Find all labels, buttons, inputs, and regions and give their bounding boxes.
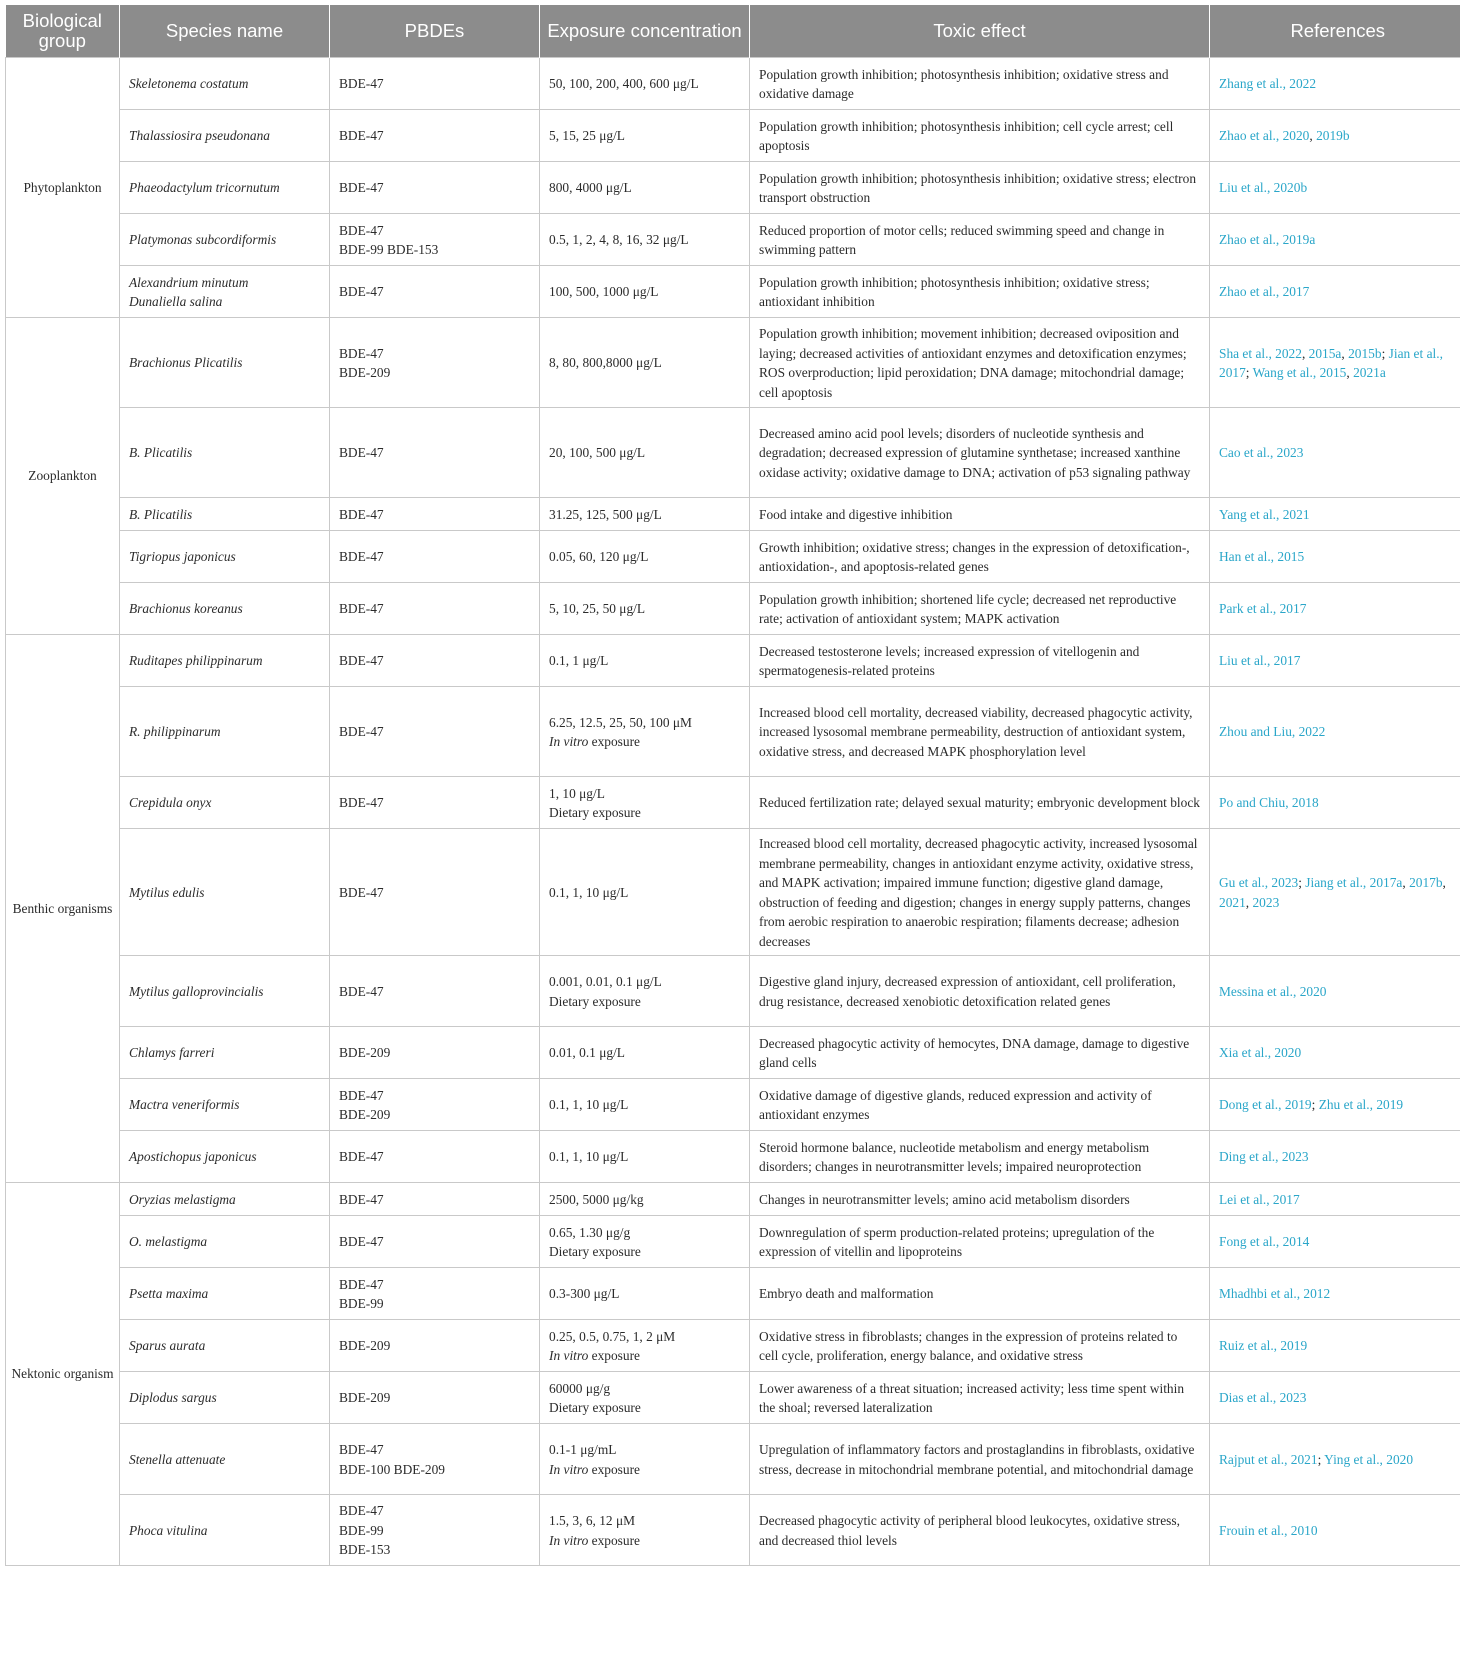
concentration-cell: [540, 829, 750, 956]
toxic-effect-cell: Decreased amino acid pool levels; disorders of nucleotide synthesis and degradation; decreased expression of glutamine synthetase; increased xanthine oxidase activity; oxidative damage to DNA; activation of p53 signaling pathway: [750, 408, 1210, 498]
toxic-effect-cell: Oxidative stress in fibroblasts; changes in the expression of proteins related to cell cycle, proliferation, energy balance, and oxidative stress: [750, 1320, 1210, 1372]
reference-link[interactable]: Ding et al., 2023: [1219, 1149, 1309, 1165]
pbdes-cell: [330, 1268, 540, 1320]
pbdes-cell: [330, 1495, 540, 1566]
references-cell: Gu et al., 2023; Jiang et al., 2017a, 2017b, 2021, 2023: [1210, 829, 1460, 956]
concentration-line: 5, 10, 25, 50 μg/L: [549, 601, 646, 617]
species-cell: [120, 318, 330, 408]
species-name: B. Plicatilis: [129, 445, 193, 461]
concentration-line: 6.25, 12.5, 25, 50, 100 μM: [549, 714, 692, 730]
concentration-cell: [540, 1079, 750, 1131]
concentration-cell: [540, 214, 750, 266]
species-name: Sparus aurata: [129, 1338, 206, 1354]
pbdes-cell: [330, 531, 540, 583]
references-cell: [1210, 531, 1460, 583]
toxic-effect-cell: Increased blood cell mortality, decreased phagocytic activity, increased lysosomal membrane permeability, changes in antioxidant enzyme activity, oxidative stress, and MAPK activation; impaired immune function; digestive gland damage, obstruction of feeding and digestion; changes in energy supply patterns, changes from aerobic respiration to anaerobic respiration; filaments decrease; adhesion decreases: [750, 829, 1210, 956]
species-name: Skeletonema costatum: [129, 76, 249, 92]
species-cell: [120, 408, 330, 498]
references-cell: [1210, 1183, 1460, 1216]
pbde-congener: BDE-47: [339, 222, 384, 238]
pbde-congener: BDE-47: [339, 1276, 384, 1292]
concentration-cell: [540, 956, 750, 1027]
pbdes-cell: [330, 1027, 540, 1079]
concentration-line: 31.25, 125, 500 μg/L: [549, 506, 662, 522]
concentration-cell: [540, 1216, 750, 1268]
reference-link[interactable]: 2023: [1252, 894, 1280, 910]
species-name: Alexandrium minutum: [129, 274, 249, 290]
toxic-effect-cell: Oxidative damage of digestive glands, reduced expression and activity of antioxidant enzymes: [750, 1079, 1210, 1131]
pbde-congener: BDE-209: [339, 1338, 391, 1354]
references-cell: [1210, 214, 1460, 266]
pbdes-cell: [330, 583, 540, 635]
pbdes-cell: [330, 58, 540, 110]
species-name: Psetta maxima: [129, 1286, 209, 1302]
concentration-line: 0.25, 0.5, 0.75, 1, 2 μM: [549, 1328, 676, 1344]
pbde-congener: BDE-153: [339, 1542, 391, 1558]
toxic-effect-cell: Growth inhibition; oxidative stress; changes in the expression of detoxification-, antioxidation-, and apoptosis-related genes: [750, 531, 1210, 583]
pbde-congener: BDE-47: [339, 983, 384, 999]
concentration-cell: [540, 408, 750, 498]
concentration-cell: [540, 266, 750, 318]
concentration-line: Dietary exposure: [549, 993, 641, 1009]
reference-link[interactable]: Han et al., 2015: [1219, 549, 1305, 565]
concentration-line: 50, 100, 200, 400, 600 μg/L: [549, 76, 699, 92]
pbde-congener: BDE-47: [339, 180, 384, 196]
pbde-congener: BDE-47: [339, 884, 384, 900]
table-row: [6, 531, 1460, 583]
reference-link[interactable]: 2021: [1219, 894, 1246, 910]
toxic-effect-cell: Population growth inhibition; photosynthesis inhibition; oxidative stress and oxidative damage: [750, 58, 1210, 110]
species-cell: [120, 635, 330, 687]
species-name: B. Plicatilis: [129, 506, 193, 522]
reference-link[interactable]: 2015b: [1348, 345, 1382, 361]
toxic-effect-cell: Upregulation of inflammatory factors and prostaglandins in fibroblasts, oxidative stress, decrease in mitochondrial membrane potential, and mitochondrial damage: [750, 1424, 1210, 1495]
reference-link[interactable]: Xia et al., 2020: [1219, 1045, 1302, 1061]
species-cell: [120, 1079, 330, 1131]
reference-link[interactable]: 2021a: [1353, 365, 1386, 380]
species-cell: [120, 1495, 330, 1566]
header-references: References: [1210, 5, 1460, 58]
pbde-congener: BDE-47: [339, 601, 384, 617]
concentration-cell: [540, 1320, 750, 1372]
table-row: [6, 408, 1460, 498]
pbdes-cell: [330, 687, 540, 777]
table-row: [6, 1027, 1460, 1079]
pbde-congener: BDE-47: [339, 795, 384, 811]
pbde-congener: BDE-47: [339, 549, 384, 565]
species-name: Mactra veneriformis: [129, 1097, 240, 1113]
concentration-cell: [540, 162, 750, 214]
references-cell: [1210, 408, 1460, 498]
species-cell: [120, 266, 330, 318]
header-biological-group: Biological group: [6, 5, 120, 58]
concentration-cell: [540, 1372, 750, 1424]
pbde-congener: BDE-47: [339, 345, 384, 361]
toxic-effect-cell: Reduced proportion of motor cells; reduced swimming speed and change in swimming pattern: [750, 214, 1210, 266]
references-cell: [1210, 687, 1460, 777]
table-row: [6, 1320, 1460, 1372]
biological-group-cell: Benthic organisms: [6, 635, 120, 1183]
reference-link[interactable]: Zhao et al., 2020: [1219, 128, 1310, 144]
pbde-toxicity-table: [5, 5, 1460, 1566]
pbdes-cell: [330, 777, 540, 829]
in-vitro-label: In vitro: [549, 1348, 589, 1363]
concentration-cell: [540, 1424, 750, 1495]
pbdes-cell: [330, 1216, 540, 1268]
species-cell: [120, 687, 330, 777]
table-row: [6, 1131, 1460, 1183]
species-cell: [120, 1320, 330, 1372]
pbdes-cell: [330, 318, 540, 408]
species-name: Ruditapes philippinarum: [129, 653, 263, 669]
reference-link[interactable]: Fong et al., 2014: [1219, 1234, 1310, 1250]
concentration-line: 0.05, 60, 120 μg/L: [549, 549, 649, 565]
concentration-line: 2500, 5000 μg/kg: [549, 1191, 644, 1207]
toxic-effect-cell: Population growth inhibition; movement inhibition; decreased oviposition and laying; decreased activities of antioxidant enzymes and detoxification enzymes; ROS overproduction; lipid peroxidation; DNA damage; mitochondrial damage; cell apoptosis: [750, 318, 1210, 408]
concentration-cell: [540, 1027, 750, 1079]
table-row: [6, 110, 1460, 162]
toxic-effect-cell: Reduced fertilization rate; delayed sexual maturity; embryonic development block: [750, 777, 1210, 829]
pbde-congener: BDE-47: [339, 1087, 384, 1103]
references-cell: [1210, 498, 1460, 531]
references-cell: [1210, 162, 1460, 214]
references-cell: [1210, 777, 1460, 829]
reference-link[interactable]: Rajput et al., 2021: [1219, 1451, 1318, 1467]
pbdes-cell: [330, 162, 540, 214]
species-name: Oryzias melastigma: [129, 1191, 236, 1207]
concentration-line: 20, 100, 500 μg/L: [549, 445, 646, 461]
header-species-name: Species name: [120, 5, 330, 58]
table-row: [6, 635, 1460, 687]
concentration-line: Dietary exposure: [549, 805, 641, 820]
species-name: Mytilus galloprovincialis: [129, 983, 264, 999]
concentration-cell: [540, 110, 750, 162]
references-cell: Sha et al., 2022, 2015a, 2015b; Jian et al., 2017; Wang et al., 2015, 2021a: [1210, 318, 1460, 408]
table-row: [6, 1495, 1460, 1566]
header-row: [6, 5, 1460, 58]
concentration-cell: [540, 583, 750, 635]
header-exposure-concentration: Exposure concentration: [540, 5, 750, 58]
species-name: Brachionus Plicatilis: [129, 355, 243, 371]
concentration-line: 0.001, 0.01, 0.1 μg/L: [549, 974, 662, 989]
species-cell: [120, 1424, 330, 1495]
concentration-line: 0.1, 1 μg/L: [549, 653, 609, 669]
concentration-cell: [540, 1131, 750, 1183]
pbdes-cell: [330, 1320, 540, 1372]
concentration-cell: [540, 318, 750, 408]
header-pbdes: PBDEs: [330, 5, 540, 58]
table-row: [6, 956, 1460, 1027]
pbdes-cell: [330, 1183, 540, 1216]
reference-link[interactable]: Lei et al., 2017: [1219, 1191, 1300, 1207]
species-name: R. philippinarum: [129, 724, 221, 740]
reference-link[interactable]: Gu et al., 2023: [1219, 875, 1299, 890]
references-cell: [1210, 1268, 1460, 1320]
references-cell: [1210, 635, 1460, 687]
species-name: Chlamys farreri: [129, 1045, 215, 1061]
concentration-cell: [540, 1268, 750, 1320]
reference-link[interactable]: Zhu et al., 2019: [1318, 1097, 1404, 1113]
pbde-congener: BDE-47: [339, 1442, 384, 1457]
concentration-line: In vitro exposure: [549, 1532, 640, 1548]
concentration-line: 0.01, 0.1 μg/L: [549, 1045, 625, 1061]
table-row: [6, 1183, 1460, 1216]
reference-link[interactable]: Ruiz et al., 2019: [1219, 1338, 1308, 1354]
reference-link[interactable]: Frouin et al., 2010: [1219, 1522, 1318, 1538]
reference-link[interactable]: Yang et al., 2021: [1219, 506, 1310, 522]
reference-link[interactable]: Jian et al., 2017: [1219, 345, 1443, 380]
table-row: [6, 1216, 1460, 1268]
table-row: [6, 498, 1460, 531]
species-name: Platymonas subcordiformis: [129, 232, 277, 248]
reference-link[interactable]: Zhang et al., 2022: [1219, 76, 1317, 92]
biological-group-cell: Zooplankton: [6, 318, 120, 635]
species-cell: [120, 1183, 330, 1216]
table-row: [6, 583, 1460, 635]
species-name: Dunaliella salina: [129, 294, 223, 309]
pbde-congener: BDE-47: [339, 1234, 384, 1250]
concentration-line: In vitro exposure: [549, 734, 640, 749]
pbde-congener: BDE-47: [339, 76, 384, 92]
table-row: [6, 1372, 1460, 1424]
references-cell: Rajput et al., 2021; Ying et al., 2020: [1210, 1424, 1460, 1495]
species-name: Crepidula onyx: [129, 795, 212, 811]
reference-link[interactable]: Dong et al., 2019: [1219, 1097, 1312, 1113]
references-cell: [1210, 58, 1460, 110]
concentration-cell: [540, 531, 750, 583]
toxic-effect-cell: Increased blood cell mortality, decreased viability, decreased phagocytic activity, increased lysosomal membrane permeability, destruction of antioxidant system, oxidative stress, and decreased MAPK phosphorylation level: [750, 687, 1210, 777]
species-cell: [120, 1131, 330, 1183]
references-cell: [1210, 1027, 1460, 1079]
concentration-cell: [540, 777, 750, 829]
table-row: [6, 1268, 1460, 1320]
reference-link[interactable]: Park et al., 2017: [1219, 601, 1307, 617]
pbde-congener: BDE-47: [339, 724, 384, 740]
references-cell: [1210, 583, 1460, 635]
references-cell: Dong et al., 2019; Zhu et al., 2019: [1210, 1079, 1460, 1131]
species-name: Phaeodactylum tricornutum: [129, 180, 280, 196]
concentration-cell: [540, 58, 750, 110]
pbde-congener: BDE-99: [339, 1522, 384, 1538]
pbdes-cell: [330, 829, 540, 956]
pbdes-cell: [330, 214, 540, 266]
reference-link[interactable]: 2017b: [1409, 875, 1443, 890]
concentration-line: 0.3-300 μg/L: [549, 1286, 620, 1302]
pbdes-cell: [330, 956, 540, 1027]
table-row: [6, 214, 1460, 266]
pbdes-cell: [330, 498, 540, 531]
pbde-congener: BDE-209: [339, 1107, 391, 1122]
concentration-cell: [540, 498, 750, 531]
pbde-congener: BDE-47: [339, 284, 384, 300]
concentration-line: 1, 10 μg/L: [549, 785, 605, 801]
references-cell: [1210, 1372, 1460, 1424]
reference-link[interactable]: 2015a: [1308, 345, 1342, 361]
pbde-congener: BDE-99: [339, 1296, 384, 1311]
concentration-cell: [540, 687, 750, 777]
species-cell: [120, 777, 330, 829]
table-row: [6, 829, 1460, 956]
table-header: [6, 5, 1460, 58]
in-vitro-label: In vitro: [549, 734, 589, 749]
toxic-effect-cell: Embryo death and malformation: [750, 1268, 1210, 1320]
species-cell: [120, 1027, 330, 1079]
concentration-cell: [540, 1495, 750, 1566]
reference-link[interactable]: Cao et al., 2023: [1219, 445, 1304, 461]
toxic-effect-cell: Lower awareness of a threat situation; increased activity; less time spent within the shoal; reversed lateralization: [750, 1372, 1210, 1424]
reference-link[interactable]: Zhao et al., 2019a: [1219, 232, 1316, 248]
pbdes-cell: [330, 1424, 540, 1495]
species-name: Phoca vitulina: [129, 1522, 208, 1538]
pbdes-cell: [330, 408, 540, 498]
concentration-cell: [540, 635, 750, 687]
pbdes-cell: [330, 266, 540, 318]
species-cell: [120, 214, 330, 266]
species-cell: [120, 531, 330, 583]
reference-link[interactable]: Po and Chiu, 2018: [1219, 795, 1319, 811]
concentration-line: 0.1, 1, 10 μg/L: [549, 1149, 629, 1165]
species-cell: [120, 1216, 330, 1268]
table-row: [6, 162, 1460, 214]
pbde-congener: BDE-47: [339, 1191, 384, 1207]
pbde-congener: BDE-47: [339, 506, 384, 522]
toxic-effect-cell: Decreased phagocytic activity of hemocytes, DNA damage, damage to digestive gland cells: [750, 1027, 1210, 1079]
toxic-effect-cell: Changes in neurotransmitter levels; amino acid metabolism disorders: [750, 1183, 1210, 1216]
toxic-effect-cell: Decreased phagocytic activity of peripheral blood leukocytes, oxidative stress, and decreased thiol levels: [750, 1495, 1210, 1566]
pbde-congener: BDE-47: [339, 653, 384, 669]
pbde-congener: BDE-100 BDE-209: [339, 1461, 446, 1477]
pbdes-cell: [330, 1372, 540, 1424]
concentration-line: 60000 μg/g: [549, 1380, 611, 1396]
pbdes-cell: [330, 110, 540, 162]
pbde-congener: BDE-209: [339, 365, 391, 380]
table-row: [6, 687, 1460, 777]
species-name: Stenella attenuate: [129, 1451, 226, 1467]
toxic-effect-cell: Food intake and digestive inhibition: [750, 498, 1210, 531]
toxic-effect-cell: Population growth inhibition; photosynthesis inhibition; cell cycle arrest; cell apoptosis: [750, 110, 1210, 162]
references-cell: [1210, 956, 1460, 1027]
reference-link[interactable]: Ying et al., 2020: [1324, 1451, 1414, 1467]
species-name: O. melastigma: [129, 1234, 208, 1250]
toxic-effect-cell: Population growth inhibition; shortened life cycle; decreased net reproductive rate; activation of antioxidant system; MAPK activation: [750, 583, 1210, 635]
reference-link[interactable]: Messina et al., 2020: [1219, 983, 1327, 999]
species-name: Apostichopus japonicus: [129, 1149, 257, 1165]
concentration-line: In vitro exposure: [549, 1348, 640, 1363]
reference-link[interactable]: Liu et al., 2020b: [1219, 180, 1308, 196]
reference-link[interactable]: Mhadhbi et al., 2012: [1219, 1286, 1331, 1302]
table-row: [6, 266, 1460, 318]
species-cell: [120, 162, 330, 214]
concentration-line: Dietary exposure: [549, 1244, 641, 1259]
concentration-line: 0.5, 1, 2, 4, 8, 16, 32 μg/L: [549, 232, 689, 248]
pbde-congener: BDE-47: [339, 445, 384, 461]
toxic-effect-cell: Steroid hormone balance, nucleotide metabolism and energy metabolism disorders; changes in neurotransmitter levels; impaired neuroprotection: [750, 1131, 1210, 1183]
species-name: Diplodus sargus: [129, 1390, 217, 1406]
concentration-line: 0.1-1 μg/mL: [549, 1442, 617, 1457]
references-cell: [1210, 1320, 1460, 1372]
concentration-line: Dietary exposure: [549, 1400, 641, 1415]
header-toxic-effect: Toxic effect: [750, 5, 1210, 58]
pbde-congener: BDE-47: [339, 1149, 384, 1165]
concentration-line: 8, 80, 800,8000 μg/L: [549, 355, 662, 371]
species-cell: [120, 58, 330, 110]
table-row: [6, 1424, 1460, 1495]
concentration-line: 0.1, 1, 10 μg/L: [549, 884, 629, 900]
concentration-line: 800, 4000 μg/L: [549, 180, 632, 196]
biological-group-cell: Nektonic organism: [6, 1183, 120, 1566]
in-vitro-label: In vitro: [549, 1461, 589, 1477]
references-cell: Zhao et al., 2020, 2019b: [1210, 110, 1460, 162]
reference-link[interactable]: Jiang et al., 2017a: [1305, 875, 1403, 890]
species-cell: [120, 1268, 330, 1320]
concentration-line: 1.5, 3, 6, 12 μM: [549, 1513, 636, 1528]
toxic-effect-cell: Population growth inhibition; photosynthesis inhibition; oxidative stress; electron transport obstruction: [750, 162, 1210, 214]
species-cell: [120, 583, 330, 635]
concentration-line: In vitro exposure: [549, 1461, 640, 1477]
table-row: [6, 1079, 1460, 1131]
pbde-congener: BDE-99 BDE-153: [339, 242, 439, 257]
species-name: Tigriopus japonicus: [129, 549, 236, 565]
pbdes-cell: [330, 635, 540, 687]
table-row: [6, 318, 1460, 408]
species-cell: [120, 956, 330, 1027]
biological-group-cell: Phytoplankton: [6, 58, 120, 318]
pbde-congener: BDE-47: [339, 1503, 384, 1519]
concentration-cell: [540, 1183, 750, 1216]
reference-link[interactable]: Zhao et al., 2017: [1219, 284, 1310, 300]
table-body: [6, 58, 1460, 1566]
toxic-effect-cell: Downregulation of sperm production-related proteins; upregulation of the expression of vitellin and lipoproteins: [750, 1216, 1210, 1268]
toxic-effect-cell: Population growth inhibition; photosynthesis inhibition; oxidative stress; antioxidant inhibition: [750, 266, 1210, 318]
reference-link[interactable]: Liu et al., 2017: [1219, 653, 1301, 669]
species-cell: [120, 829, 330, 956]
species-cell: [120, 498, 330, 531]
in-vitro-label: In vitro: [549, 1532, 589, 1548]
reference-link[interactable]: Dias et al., 2023: [1219, 1390, 1307, 1406]
species-cell: [120, 1372, 330, 1424]
toxic-effect-cell: Decreased testosterone levels; increased expression of vitellogenin and spermatogenesis-related proteins: [750, 635, 1210, 687]
table-row: [6, 58, 1460, 110]
references-cell: [1210, 1216, 1460, 1268]
table-row: [6, 777, 1460, 829]
references-cell: [1210, 266, 1460, 318]
reference-link[interactable]: 2019b: [1316, 128, 1350, 144]
concentration-line: 0.1, 1, 10 μg/L: [549, 1097, 629, 1113]
reference-link[interactable]: Sha et al., 2022: [1219, 345, 1302, 361]
toxic-effect-cell: Digestive gland injury, decreased expression of antioxidant, cell proliferation, drug resistance, decreased xenobiotic detoxification related genes: [750, 956, 1210, 1027]
reference-link[interactable]: Zhou and Liu, 2022: [1219, 724, 1326, 740]
pbde-congener: BDE-209: [339, 1045, 391, 1061]
reference-link[interactable]: Wang et al., 2015: [1252, 365, 1347, 380]
species-name: Brachionus koreanus: [129, 601, 243, 617]
species-cell: [120, 110, 330, 162]
concentration-line: 5, 15, 25 μg/L: [549, 128, 625, 144]
species-name: Thalassiosira pseudonana: [129, 128, 270, 144]
concentration-line: 100, 500, 1000 μg/L: [549, 284, 659, 300]
concentration-line: 0.65, 1.30 μg/g: [549, 1224, 631, 1240]
pbde-congener: BDE-209: [339, 1390, 391, 1406]
pbde-congener: BDE-47: [339, 128, 384, 144]
pbdes-cell: [330, 1079, 540, 1131]
references-cell: [1210, 1131, 1460, 1183]
pbdes-cell: [330, 1131, 540, 1183]
species-name: Mytilus edulis: [129, 884, 205, 900]
references-cell: [1210, 1495, 1460, 1566]
